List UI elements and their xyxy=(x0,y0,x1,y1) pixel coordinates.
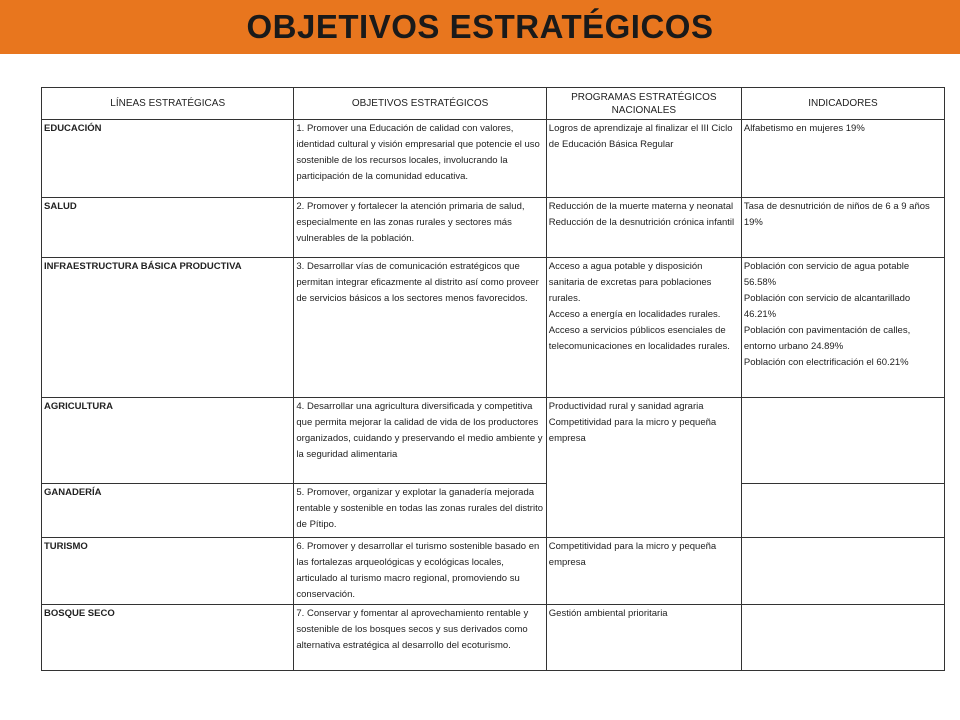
program-item: Acceso a agua potable y disposición sanitaria de excretas para poblaciones rurales. xyxy=(548,261,712,304)
program-item: Reducción de la muerte materna y neonatal xyxy=(548,201,734,212)
program-item: Acceso a servicios públicos esenciales de telecomunicaciones en localidades rurales. xyxy=(548,325,730,352)
title-banner xyxy=(0,0,960,54)
objective-cell: 7. Conservar y fomentar al aprovechamiento rentable y sostenible de los bosques secos y sus derivados como alternativa estratégica al desarrollo del ecoturismo. xyxy=(294,605,546,671)
header-objetivos: OBJETIVOS ESTRATÉGICOS xyxy=(294,88,546,120)
table-row xyxy=(42,120,945,198)
indicator-item: Población con servicio de agua potable 56.58% xyxy=(743,261,910,288)
line-cell: BOSQUE SECO xyxy=(42,605,294,671)
indicator-item: Tasa de desnutrición de niños de 6 a 9 años 19% xyxy=(743,201,930,228)
program-item: Logros de aprendizaje al finalizar el III Ciclo de Educación Básica Regular xyxy=(548,123,733,150)
programs-cell xyxy=(546,198,741,258)
table-row xyxy=(42,484,945,538)
objective-cell: 2. Promover y fortalecer la atención primaria de salud, especialmente en las zonas rurales y sectores más vulnerables de la población. xyxy=(294,198,546,258)
line-cell: SALUD xyxy=(42,198,294,258)
header-lineas: LÍNEAS ESTRATÉGICAS xyxy=(42,88,294,120)
indicator-item: Población con electrificación el 60.21% xyxy=(743,357,909,368)
header-indicadores: INDICADORES xyxy=(741,88,944,120)
program-item: Gestión ambiental prioritaria xyxy=(548,608,668,619)
indicators-cell xyxy=(741,484,944,538)
indicator-item: Población con servicio de alcantarillado 46.21% xyxy=(743,293,911,320)
table-header-row xyxy=(42,88,945,120)
header-programas: PROGRAMAS ESTRATÉGICOS NACIONALES xyxy=(546,88,741,120)
indicators-cell xyxy=(741,198,944,258)
indicators-cell xyxy=(741,398,944,484)
programs-cell xyxy=(546,258,741,398)
indicator-item: Alfabetismo en mujeres 19% xyxy=(743,123,865,134)
objective-cell: 6. Promover y desarrollar el turismo sostenible basado en las fortalezas arqueológicas y ecológicas locales, articulado al turismo macro regional, promoviendo su conservación. xyxy=(294,538,546,605)
programs-cell xyxy=(546,398,741,538)
objective-cell: 1. Promover una Educación de calidad con valores, identidad cultural y visión empresarial que potencie el uso sostenible de los recursos locales, involucrando la participación de la comunidad educativa. xyxy=(294,120,546,198)
indicator-item: Población con pavimentación de calles, entorno urbano 24.89% xyxy=(743,325,911,352)
table-row xyxy=(42,538,945,605)
objective-cell: 4. Desarrollar una agricultura diversificada y competitiva que permita mejorar la calidad de vida de los productores organizados, cuidando y preservando el medio ambiente y la seguridad alimentaria xyxy=(294,398,546,484)
line-cell: AGRICULTURA xyxy=(42,398,294,484)
table-row xyxy=(42,605,945,671)
programs-cell xyxy=(546,605,741,671)
table-row xyxy=(42,398,945,484)
indicators-cell xyxy=(741,538,944,605)
programs-cell xyxy=(546,538,741,605)
program-item: Competitividad para la micro y pequeña empresa xyxy=(548,417,717,444)
line-cell: GANADERÍA xyxy=(42,484,294,538)
program-item: Productividad rural y sanidad agraria xyxy=(548,401,704,412)
table-row xyxy=(42,198,945,258)
indicators-cell xyxy=(741,605,944,671)
indicators-cell xyxy=(741,258,944,398)
page-title: OBJETIVOS ESTRATÉGICOS xyxy=(246,8,714,45)
objectives-table xyxy=(41,87,945,671)
programs-cell xyxy=(546,120,741,198)
table-row xyxy=(42,258,945,398)
line-cell: EDUCACIÓN xyxy=(42,120,294,198)
program-item: Reducción de la desnutrición crónica infantil xyxy=(548,217,735,228)
line-cell: INFRAESTRUCTURA BÁSICA PRODUCTIVA xyxy=(42,258,294,398)
objective-cell: 5. Promover, organizar y explotar la ganadería mejorada rentable y sostenible en todas las zonas rurales del distrito de Pítipo. xyxy=(294,484,546,538)
program-item: Acceso a energía en localidades rurales. xyxy=(548,309,721,320)
line-cell: TURISMO xyxy=(42,538,294,605)
indicators-cell xyxy=(741,120,944,198)
objective-cell: 3. Desarrollar vías de comunicación estratégicos que permitan integrar eficazmente al distrito así como proveer de servicios básicos a los sectores menos favorecidos. xyxy=(294,258,546,398)
program-item: Competitividad para la micro y pequeña empresa xyxy=(548,541,717,568)
